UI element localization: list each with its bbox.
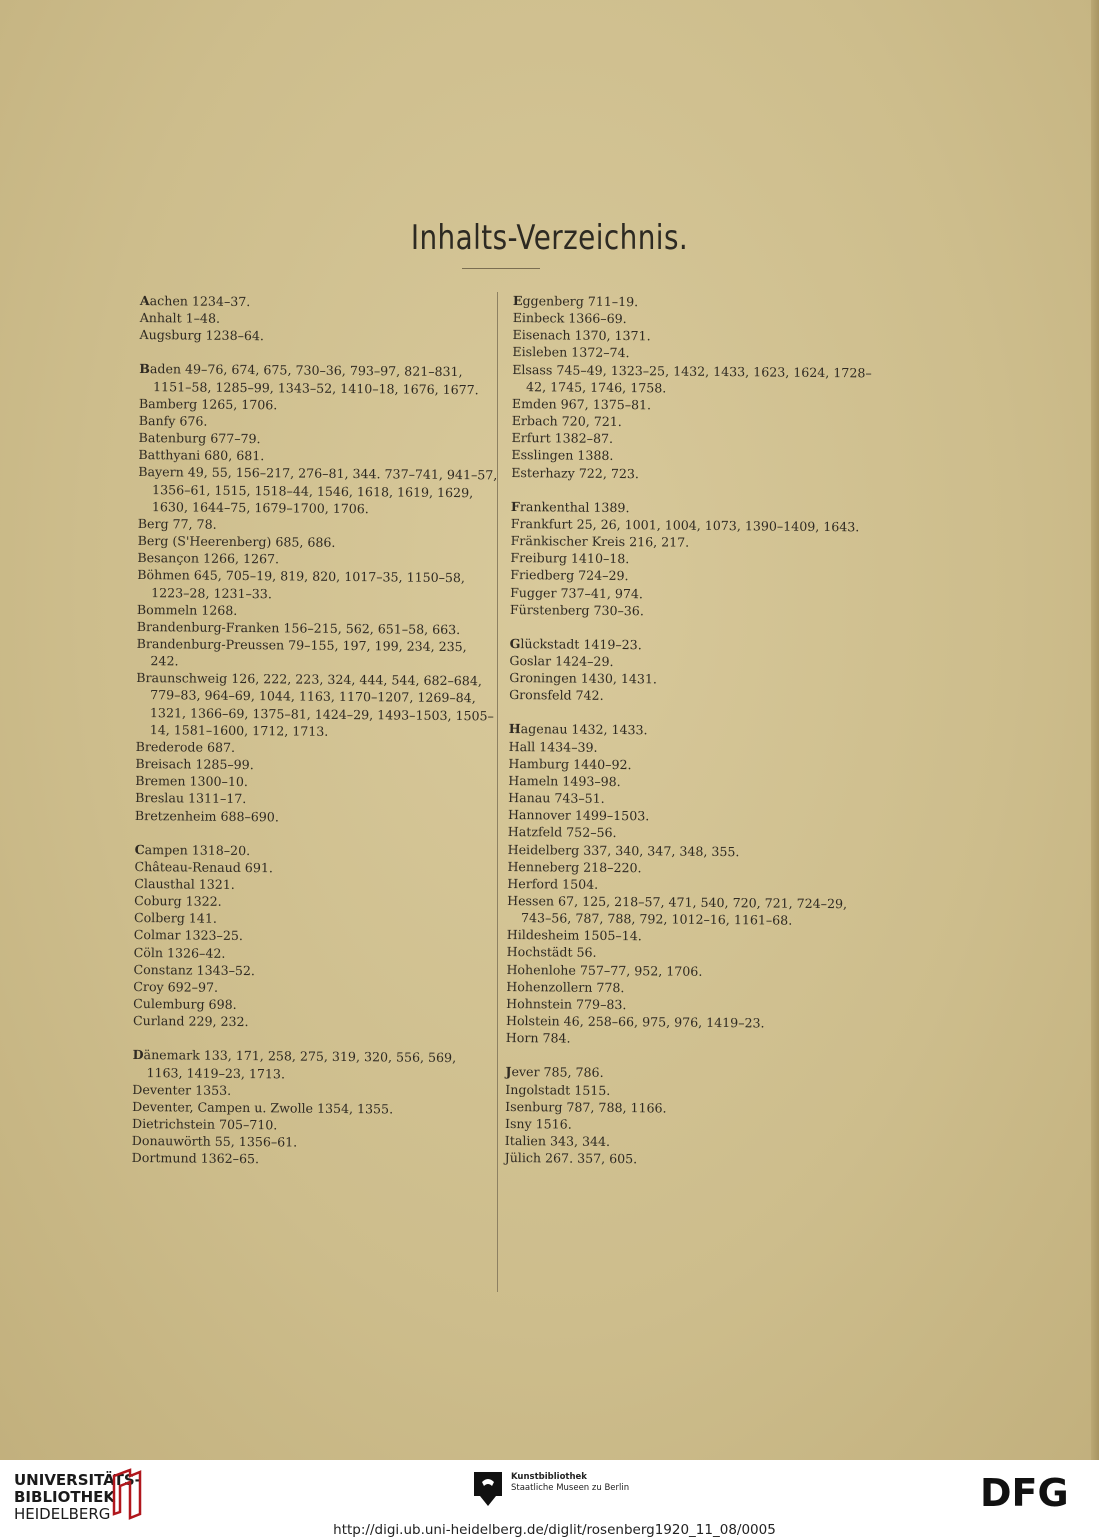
index-left-entry [133, 1012, 493, 1033]
uni-line-2: BIBLIOTHEK [14, 1488, 115, 1506]
entry-text: Emden 967, 1375–81. [511, 395, 652, 413]
index-left-entry [139, 360, 499, 398]
letter-initial: A [139, 292, 150, 309]
entry-text: Esslingen 1388. [511, 447, 614, 464]
entry-text: Isny 1516. [504, 1115, 572, 1132]
entry-text: Bommeln 1268. [136, 601, 238, 618]
kb-line-2: Staatliche Museen zu Berlin [511, 1483, 630, 1493]
entry-text: ampen 1318–20. [144, 841, 251, 858]
entry-text: Horn 784. [505, 1030, 571, 1046]
entry-text: Hannover 1499–1503. [507, 807, 650, 824]
permalink-url[interactable]: http://digi.ub.uni-heidelberg.de/diglit/rosenberg1920_11_08/0005 [333, 1522, 776, 1538]
entry-text: Ingolstadt 1515. [505, 1081, 611, 1098]
entry-text: Brandenburg-Preussen 79–155, 197, 199, 234, 235, 242. [136, 635, 467, 669]
entry-text: Deventer, Campen u. Zwolle 1354, 1355. [132, 1098, 394, 1117]
index-left-entry [136, 669, 497, 741]
entry-text: Fürstenberg 730–36. [509, 601, 644, 618]
entry-text: Cöln 1326–42. [133, 944, 226, 961]
index-right-entry [510, 601, 880, 622]
index-left-entry [140, 326, 500, 347]
entry-text: änemark 133, 171, 258, 275, 319, 320, 556, 569, 1163, 1419–23, 1713. [143, 1047, 457, 1081]
entry-text: Château-Renaud 691. [134, 858, 273, 876]
entry-text: Constanz 1343–52. [133, 961, 256, 978]
index-left-entry [137, 566, 497, 604]
entry-text: Böhmen 645, 705–19, 819, 820, 1017–35, 1150–58, 1223–28, 1231–33. [137, 567, 466, 601]
page-edge-shadow [1091, 0, 1099, 1460]
entry-text: Eisenach 1370, 1371. [512, 327, 651, 344]
entry-text: Einbeck 1366–69. [512, 310, 627, 327]
kb-line-1: Kunstbibliothek [511, 1472, 587, 1482]
letter-initial: E [512, 292, 523, 309]
kunstbibliothek-text [511, 1472, 629, 1494]
entry-text: Colmar 1323–25. [133, 927, 244, 944]
entry-text: Braunschweig 126, 222, 223, 324, 444, 544, 682–684, 779–83, 964–69, 1044, 1163, 1170–1207, 1269–84, 1321, 1366–69, 1375–81, 1424–29, 1493–1503, 1505–14, 1581–1600, 1712, 1713. [136, 670, 494, 739]
entry-text: Batenburg 677–79. [138, 430, 261, 447]
index-left-entry [136, 635, 496, 673]
entry-text: Colberg 141. [133, 910, 217, 927]
dfg-logo-text: DFG [980, 1474, 1069, 1510]
entry-text: Hochstädt 56. [506, 944, 597, 961]
entry-text: Frankfurt 25, 26, 1001, 1004, 1073, 1390–1409, 1643. [510, 515, 860, 535]
entry-text: Coburg 1322. [134, 893, 222, 909]
entry-text: Goslar 1424–29. [509, 652, 614, 669]
index-column-right [505, 292, 883, 1170]
entry-text: Holstein 46, 258–66, 975, 976, 1419–23. [505, 1013, 765, 1031]
entry-text: Fränkischer Kreis 216, 217. [510, 533, 690, 550]
entry-text: Donauwörth 55, 1356–61. [131, 1133, 298, 1150]
entry-text: Croy 692–97. [133, 978, 219, 995]
entry-text: Augsburg 1238–64. [139, 327, 265, 344]
entry-text: Hanau 743–51. [508, 790, 605, 806]
entry-text: Deventer 1353. [132, 1081, 232, 1098]
index-right-entry [512, 361, 882, 399]
entry-text: Italien 343, 344. [504, 1132, 611, 1150]
entry-text: Brederode 687. [135, 738, 236, 755]
entry-text: achen 1234–37. [149, 293, 251, 310]
entry-text: Berg 77, 78. [137, 515, 217, 532]
entry-text: Hohenzollern 778. [506, 978, 625, 995]
entry-text: Brandenburg-Franken 156–215, 562, 651–58, 663. [136, 618, 461, 637]
entry-text: Hatzfeld 752–56. [507, 824, 617, 841]
letter-initial: C [134, 841, 145, 857]
index-left-entry [138, 463, 498, 518]
entry-text: Hall 1434–39. [508, 738, 598, 755]
index-right-entry [507, 892, 877, 930]
entry-text: ggenberg 711–19. [522, 293, 639, 310]
dfg-logo [980, 1474, 1084, 1510]
entry-text: Culemburg 698. [133, 996, 237, 1013]
letter-initial: B [139, 361, 150, 377]
entry-text: Curland 229, 232. [132, 1013, 249, 1030]
entry-text: Besançon 1266, 1267. [137, 550, 280, 567]
kunstbibliothek-logo-icon [474, 1472, 502, 1506]
index-right-entry [506, 1029, 876, 1050]
entry-text: Hildesheim 1505–14. [506, 927, 642, 944]
letter-initial: F [510, 498, 520, 514]
entry-text: agenau 1432, 1433. [520, 721, 648, 738]
entry-text: Erfurt 1382–87. [511, 430, 614, 447]
entry-text: Gronsfeld 742. [509, 687, 604, 704]
title-rule [462, 268, 540, 269]
entry-text: Esterhazy 722, 723. [511, 464, 639, 481]
entry-text: Isenburg 787, 788, 1166. [505, 1098, 667, 1116]
entry-text: Freiburg 1410–18. [510, 550, 630, 567]
entry-text: Erbach 720, 721. [511, 413, 622, 430]
letter-initial: D [132, 1047, 144, 1063]
uni-line-3: HEIDELBERG [14, 1505, 111, 1523]
index-right-entry [505, 1149, 875, 1170]
index-left-entry [132, 1149, 492, 1170]
entry-text: rankenthal 1389. [519, 498, 630, 515]
entry-text: Clausthal 1321. [134, 875, 235, 892]
index-column-left [132, 292, 500, 1170]
entry-text: Banfy 676. [138, 412, 208, 429]
entry-text: Berg (S'Heerenberg) 685, 686. [137, 533, 336, 550]
entry-text: Elsass 745–49, 1323–25, 1432, 1433, 1623, 1624, 1728–42, 1745, 1746, 1758. [512, 361, 872, 396]
entry-text: ever 785, 786. [511, 1064, 604, 1081]
entry-text: Henneberg 218–220. [507, 858, 642, 875]
entry-text: Heidelberg 337, 340, 347, 348, 355. [507, 841, 740, 859]
entry-text: Herford 1504. [507, 875, 599, 892]
entry-text: lückstadt 1419–23. [520, 635, 642, 653]
entry-text: Groningen 1430, 1431. [509, 670, 658, 687]
index-right-entry [511, 464, 881, 485]
entry-text: Eisleben 1372–74. [512, 344, 630, 361]
letter-initial: J [505, 1064, 512, 1080]
index-left-entry [132, 1046, 492, 1084]
entry-text: Fugger 737–41, 974. [510, 584, 644, 601]
entry-text: Bremen 1300–10. [135, 773, 249, 790]
entry-text: Bayern 49, 55, 156–217, 276–81, 344. 737–741, 941–57, 1356–61, 1515, 1518–44, 1546, 1618, 1619, 1629, 1630, 1644–75, 1679–1700, 1706. [138, 464, 498, 516]
entry-text: Friedberg 724–29. [510, 567, 629, 584]
page-title: Inhalts-Verzeichnis. [410, 218, 689, 258]
entry-text: Breslau 1311–17. [135, 790, 247, 807]
footer [0, 1460, 1099, 1538]
entry-text: Bretzenheim 688–690. [134, 807, 279, 824]
entry-text: Bamberg 1265, 1706. [138, 395, 278, 413]
entry-text: Hameln 1493–98. [508, 772, 621, 789]
uni-line-1: UNIVERSITÄTS- [14, 1471, 141, 1489]
entry-text: Breisach 1285–99. [135, 756, 254, 773]
letter-initial: H [508, 721, 521, 737]
entry-text: Hohnstein 779–83. [506, 995, 627, 1013]
letter-initial: G [509, 635, 521, 651]
entry-text: Batthyani 680, 681. [138, 447, 265, 464]
entry-text: Hamburg 1440–92. [508, 755, 632, 772]
index-right-entry [509, 686, 879, 707]
entry-text: Hessen 67, 125, 218–57, 471, 540, 720, 721, 724–29, 743–56, 787, 788, 792, 1012–16, 1161–68. [507, 892, 848, 928]
entry-text: Dortmund 1362–65. [131, 1150, 260, 1167]
index-left-entry [135, 807, 495, 828]
entry-text: Dietrichstein 705–710. [131, 1115, 278, 1133]
entry-text: Hohenlohe 757–77, 952, 1706. [506, 961, 703, 979]
entry-text: Anhalt 1–48. [139, 310, 221, 326]
university-library-logo-icon [110, 1468, 144, 1520]
entry-text: Jülich 267. 357, 605. [504, 1150, 638, 1167]
entry-text: aden 49–76, 674, 675, 730–36, 793–97, 821–831, 1151–58, 1285–99, 1343–52, 1410–18, 1676, 1677. [149, 361, 479, 397]
